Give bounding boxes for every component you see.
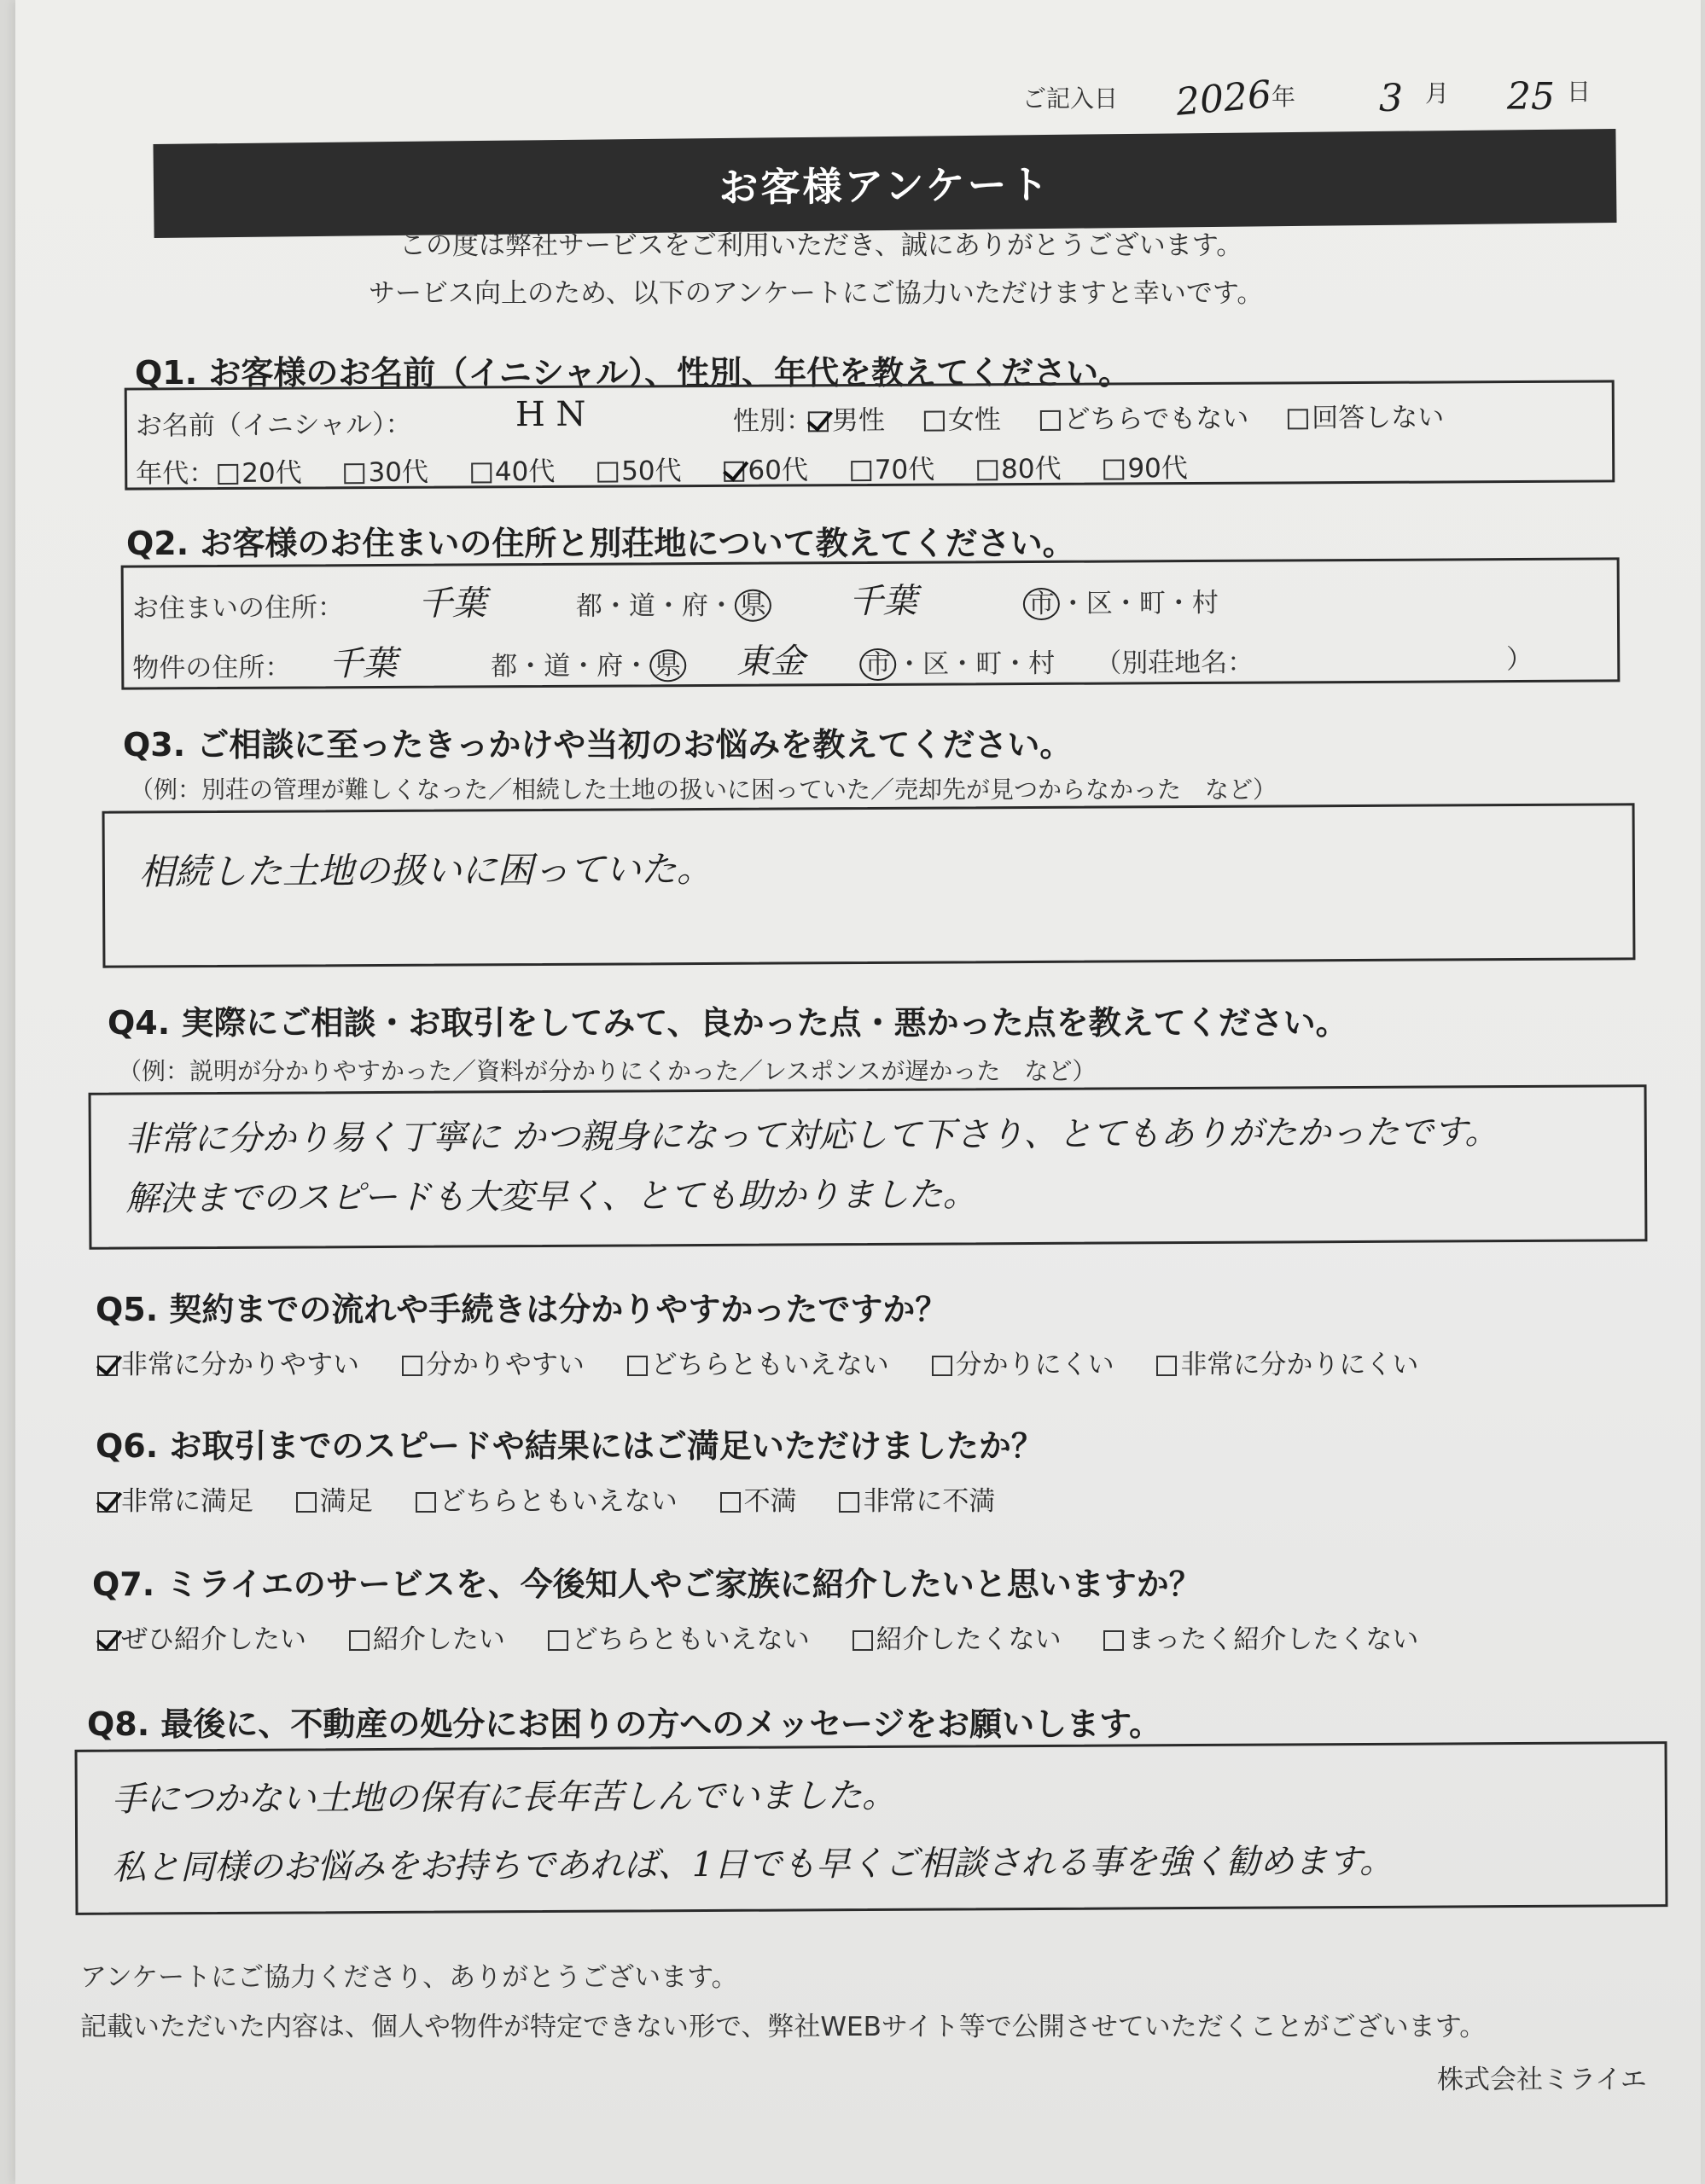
q4-question: Q4. 実際にご相談・お取引をしてみて、良かった点・悪かった点を教えてください。 — [108, 1004, 1348, 1042]
checkbox-icon[interactable] — [924, 411, 945, 432]
checkbox-icon[interactable] — [808, 411, 829, 432]
footer-thanks: アンケートにご協力くださり、ありがとうございます。 — [80, 1962, 738, 1993]
q8-question: Q8. 最後に、不動産の処分にお困りの方へのメッセージをお願いします。 — [87, 1705, 1162, 1743]
checkbox-icon[interactable] — [344, 463, 364, 484]
survey-title: お客様アンケート — [153, 129, 1616, 238]
q1-age-30s[interactable]: 30代 — [344, 457, 428, 489]
survey-sheet — [15, 0, 1701, 2184]
q1-age-80s[interactable]: 80代 — [977, 454, 1062, 485]
q6-options — [97, 1479, 995, 1518]
q3-answer: 相続した土地の扱いに困っていた。 — [138, 847, 713, 893]
checkbox-icon[interactable] — [349, 1630, 370, 1651]
q6-option-very-unsatisfied[interactable]: 非常に不満 — [839, 1486, 995, 1517]
checkbox-icon[interactable] — [296, 1492, 317, 1513]
checkbox-icon[interactable] — [97, 1356, 118, 1376]
q2-property-city: 東金 — [736, 642, 806, 682]
q2-resort-label: （別荘地名： — [1095, 647, 1254, 679]
checkbox-icon[interactable] — [1103, 459, 1124, 479]
q5-option-very-unclear[interactable]: 非常に分かりにくい — [1156, 1350, 1418, 1380]
q7-options — [97, 1618, 1418, 1656]
q2-property-label: 物件の住所： — [132, 652, 292, 684]
q4-answer-line-2: 解決までのスピードも大変早く、とても助かりました。 — [125, 1175, 977, 1219]
checkbox-icon[interactable] — [932, 1356, 952, 1376]
q6-option-unsatisfied[interactable]: 不満 — [720, 1486, 797, 1517]
checkbox-icon[interactable] — [218, 464, 238, 485]
q4-answer-box — [89, 1084, 1648, 1250]
checkbox-icon[interactable] — [627, 1356, 648, 1376]
q3-answer-box — [102, 803, 1636, 967]
date-month: 3 — [1379, 77, 1403, 120]
intro-line-2: サービス向上のため、以下のアンケートにご協力いただけますと幸いです。 — [369, 278, 1264, 309]
date-day-unit: 日 — [1567, 78, 1592, 106]
q3-example: （例：別荘の管理が難しくなった／相続した土地の扱いに困っていた／売却先が見つからなかった など） — [130, 775, 1277, 804]
date-day: 25 — [1507, 75, 1555, 119]
q5-option-neutral[interactable]: どちらともいえない — [627, 1350, 889, 1380]
q1-gender-male[interactable]: 男性 — [808, 405, 885, 436]
checkbox-icon[interactable] — [852, 1630, 873, 1651]
checkbox-icon[interactable] — [724, 462, 744, 482]
date-year-unit: 年 — [1271, 83, 1296, 111]
q1-age-40s[interactable]: 40代 — [471, 456, 556, 488]
q1-name-value: H N — [515, 394, 586, 435]
intro-line-1: この度は弊社サービスをご利用いただき、誠にありがとうございます。 — [399, 230, 1243, 261]
q5-option-very-clear[interactable]: 非常に分かりやすい — [97, 1350, 359, 1380]
q1-age-label: 年代： — [136, 458, 216, 490]
q2-property-pref-suffix: 都・道・府・ 県 — [491, 643, 686, 682]
selected-circle-ken: 県 — [649, 649, 686, 682]
checkbox-icon[interactable] — [97, 1492, 118, 1513]
q1-age-50s[interactable]: 50代 — [597, 456, 682, 487]
checkbox-icon[interactable] — [597, 462, 618, 483]
q6-option-very-satisfied[interactable]: 非常に満足 — [97, 1486, 253, 1517]
q5-option-unclear[interactable]: 分かりにくい — [932, 1350, 1114, 1380]
q7-option-definitely[interactable]: ぜひ紹介したい — [97, 1624, 306, 1655]
q1-gender-female[interactable]: 女性 — [924, 404, 1001, 435]
footer-notice: 記載いただいた内容は、個人や物件が特定できない形で、弊社WEBサイト等で公開させていただくことがございます。 — [80, 2012, 1487, 2042]
selected-circle-shi: 市 — [1023, 588, 1060, 620]
q5-option-clear[interactable]: 分かりやすい — [402, 1350, 585, 1380]
selected-circle-shi: 市 — [859, 648, 896, 681]
checkbox-icon[interactable] — [1288, 409, 1308, 429]
footer-company: 株式会社ミライエ — [1437, 2065, 1647, 2095]
q8-answer-line-1: 手につかない土地の保有に長年苦しんでいました。 — [111, 1775, 897, 1820]
checkbox-icon[interactable] — [471, 462, 492, 483]
checkbox-icon[interactable] — [977, 460, 998, 480]
q2-box — [121, 557, 1621, 689]
q1-name-label: お名前（イニシャル）： — [135, 409, 412, 442]
q1-question: Q1. お客様のお名前（イニシャル）、性別、年代を教えてください。 — [135, 354, 1132, 392]
checkbox-icon[interactable] — [1040, 410, 1061, 431]
q4-answer-line-1: 非常に分かり易く丁寧に かつ親身になって対応して下さり、とてもありがたかったです。 — [125, 1112, 1499, 1159]
q1-age-70s[interactable]: 70代 — [851, 455, 935, 486]
checkbox-icon[interactable] — [851, 461, 871, 481]
q1-gender-no-answer[interactable]: 回答しない — [1288, 402, 1444, 433]
date-year: 2026 — [1173, 73, 1273, 125]
q8-answer-line-2: 私と同様のお悩みをお持ちであれば、1日でも早くご相談される事を強く勧めます。 — [112, 1841, 1394, 1888]
q1-age-20s[interactable]: 20代 — [218, 457, 302, 489]
q7-option-never[interactable]: まったく紹介したくない — [1103, 1624, 1418, 1655]
checkbox-icon[interactable] — [839, 1492, 859, 1513]
q6-option-neutral[interactable]: どちらともいえない — [416, 1486, 678, 1517]
q1-gender-options — [808, 395, 1445, 437]
q7-option-no[interactable]: 紹介したくない — [852, 1624, 1062, 1655]
q2-home-pref: 千葉 — [417, 584, 486, 624]
q2-home-city-suffix: 市 ・区・町・村 — [1023, 581, 1219, 620]
checkbox-icon[interactable] — [720, 1492, 741, 1513]
checkbox-icon[interactable] — [548, 1630, 568, 1651]
q1-age-options — [218, 446, 1188, 490]
q2-question: Q2. お客様のお住まいの住所と別荘地について教えてください。 — [126, 525, 1075, 562]
q1-gender-label: 性別： — [732, 405, 813, 437]
q5-question: Q5. 契約までの流れや手続きは分かりやすかったですか？ — [96, 1291, 948, 1328]
q7-question: Q7. ミライエのサービスを、今後知人やご家族に紹介したいと思いますか？ — [92, 1565, 1202, 1603]
q2-resort-close: ） — [1506, 643, 1533, 676]
checkbox-icon[interactable] — [1156, 1356, 1177, 1376]
q2-property-pref: 千葉 — [329, 643, 398, 684]
q7-option-yes[interactable]: 紹介したい — [349, 1624, 505, 1655]
selected-circle-ken: 県 — [735, 590, 771, 622]
q1-gender-neither[interactable]: どちらでもない — [1040, 404, 1249, 435]
q1-box — [125, 380, 1615, 490]
date-label: ご記入日 — [1022, 84, 1119, 113]
checkbox-icon[interactable] — [416, 1492, 436, 1513]
q6-question: Q6. お取引までのスピードや結果にはご満足いただけましたか？ — [96, 1427, 1044, 1465]
q8-answer-box — [75, 1741, 1668, 1915]
q2-property-city-suffix: 市 ・区・町・村 — [859, 642, 1055, 681]
q1-age-90s[interactable]: 90代 — [1103, 453, 1188, 485]
q6-option-satisfied[interactable]: 満足 — [296, 1486, 373, 1517]
q2-home-city: 千葉 — [848, 581, 917, 622]
q4-example: （例：説明が分かりやすかった／資料が分かりにくかった／レスポンスが遅かった など） — [118, 1057, 1097, 1085]
q5-options — [97, 1343, 1418, 1381]
checkbox-icon[interactable] — [1103, 1630, 1124, 1651]
checkbox-icon[interactable] — [97, 1630, 118, 1651]
q7-option-neutral[interactable]: どちらともいえない — [548, 1624, 810, 1655]
q2-home-pref-suffix: 都・道・府・ 県 — [576, 584, 771, 623]
q3-question: Q3. ご相談に至ったきっかけや当初のお悩みを教えてください。 — [123, 726, 1073, 764]
checkbox-icon[interactable] — [402, 1356, 422, 1376]
date-month-unit: 月 — [1425, 79, 1450, 107]
q1-age-60s[interactable]: 60代 — [724, 455, 808, 486]
q2-home-label: お住まいの住所： — [131, 592, 344, 624]
